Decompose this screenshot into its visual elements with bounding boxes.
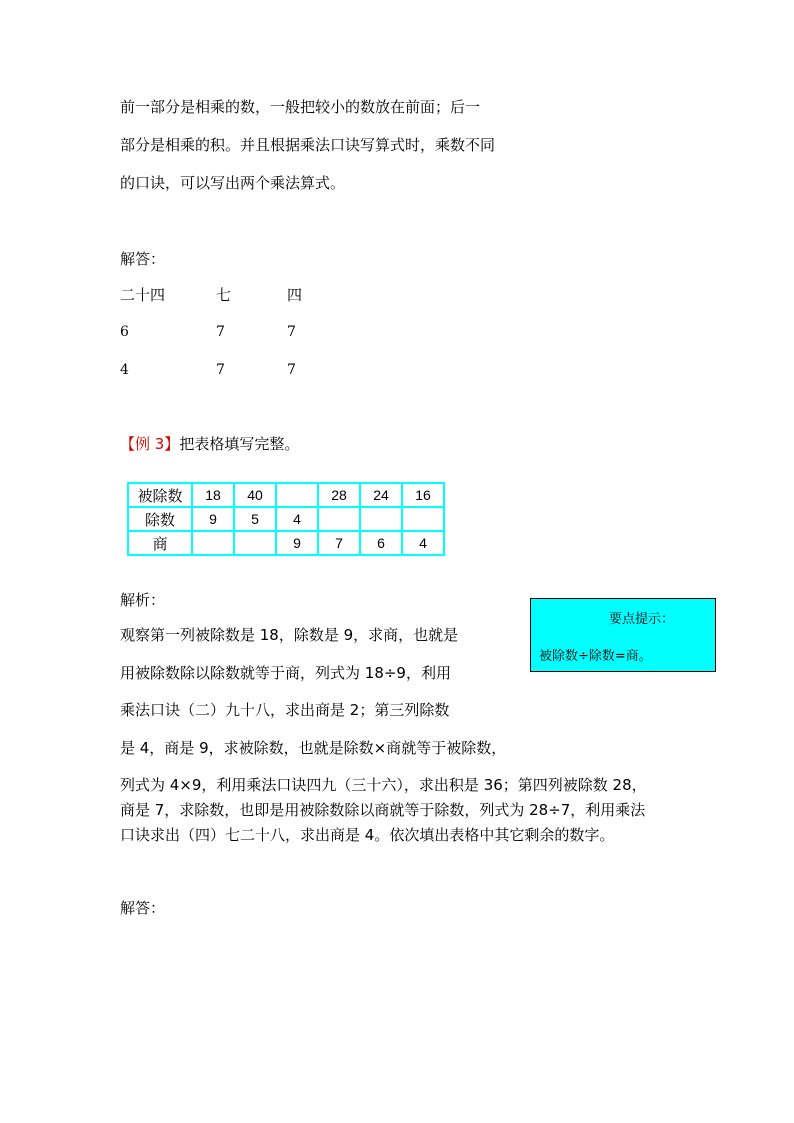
intro-line-2: 部分是相乘的积。并且根据乘法口诀写算式时，乘数不同 [120, 136, 496, 154]
table-cell [402, 507, 444, 531]
answer1-r3-c2: 7 [216, 362, 225, 378]
analysis-line-1: 观察第一列被除数是 18，除数是 9，求商，也就是 [120, 626, 459, 644]
table-cell: 40 [234, 483, 276, 507]
answer1-r1-c3: 四 [287, 286, 303, 304]
example-text: 把表格填写完整。 [179, 435, 300, 453]
answer1-r2-c1: 6 [120, 324, 129, 340]
intro-line-1: 前一部分是相乘的数，一般把较小的数放在前面；后一 [120, 98, 481, 116]
analysis-line-4: 是 4，商是 9，求被除数，也就是除数×商就等于被除数， [120, 739, 507, 757]
answer1-r2-c2: 7 [216, 324, 225, 340]
analysis-line-6: 商是 7，求除数，也即是用被除数除以商就等于除数，列式为 28÷7，利用乘法 [120, 801, 646, 819]
answer1-r2-c3: 7 [287, 324, 296, 340]
answer1-r1-c2: 七 [216, 286, 232, 304]
table-row [128, 483, 444, 507]
table-cell [234, 531, 276, 555]
table-cell: 18 [192, 483, 234, 507]
table-row [128, 531, 444, 555]
table-cell: 9 [192, 507, 234, 531]
table-cell: 24 [360, 483, 402, 507]
table-cell [360, 507, 402, 531]
division-table [127, 482, 445, 556]
tip-box [530, 598, 716, 672]
analysis-line-3: 乘法口诀（二）九十八，求出商是 2；第三列除数 [120, 701, 450, 719]
answer1-r3-c3: 7 [287, 362, 296, 378]
intro-line-3: 的口诀，可以写出两个乘法算式。 [120, 174, 346, 192]
analysis-line-5: 列式为 4×9，利用乘法口诀四九（三十六），求出积是 36；第四列被除数 28， [120, 776, 647, 794]
table-cell: 7 [318, 531, 360, 555]
table-cell: 9 [276, 531, 318, 555]
tip-body: 被除数÷除数=商。 [539, 649, 652, 664]
table-cell [318, 507, 360, 531]
analysis-line-2: 用被除数除以除数就等于商，列式为 18÷9，利用 [120, 664, 451, 682]
tip-title: 要点提示： [609, 612, 675, 627]
answer2-label: 解答： [120, 899, 166, 917]
table-row [128, 507, 444, 531]
table-cell: 16 [402, 483, 444, 507]
table-cell: 被除数 [128, 483, 192, 507]
table-cell: 除数 [128, 507, 192, 531]
example-heading [120, 434, 299, 454]
answer1-r1-c1: 二十四 [120, 286, 166, 304]
table-cell: 4 [276, 507, 318, 531]
table-cell: 5 [234, 507, 276, 531]
table-cell: 28 [318, 483, 360, 507]
example-tag: 【例 3】 [120, 435, 180, 453]
table-cell: 4 [402, 531, 444, 555]
analysis-label: 解析： [120, 591, 166, 609]
analysis-line-7: 口诀求出（四）七二十八，求出商是 4。依次填出表格中其它剩余的数字。 [120, 826, 615, 844]
table-cell [192, 531, 234, 555]
answer1-r3-c1: 4 [120, 362, 129, 378]
table-cell: 商 [128, 531, 192, 555]
table-cell: 6 [360, 531, 402, 555]
table-cell [276, 483, 318, 507]
answer1-label: 解答： [120, 250, 166, 268]
